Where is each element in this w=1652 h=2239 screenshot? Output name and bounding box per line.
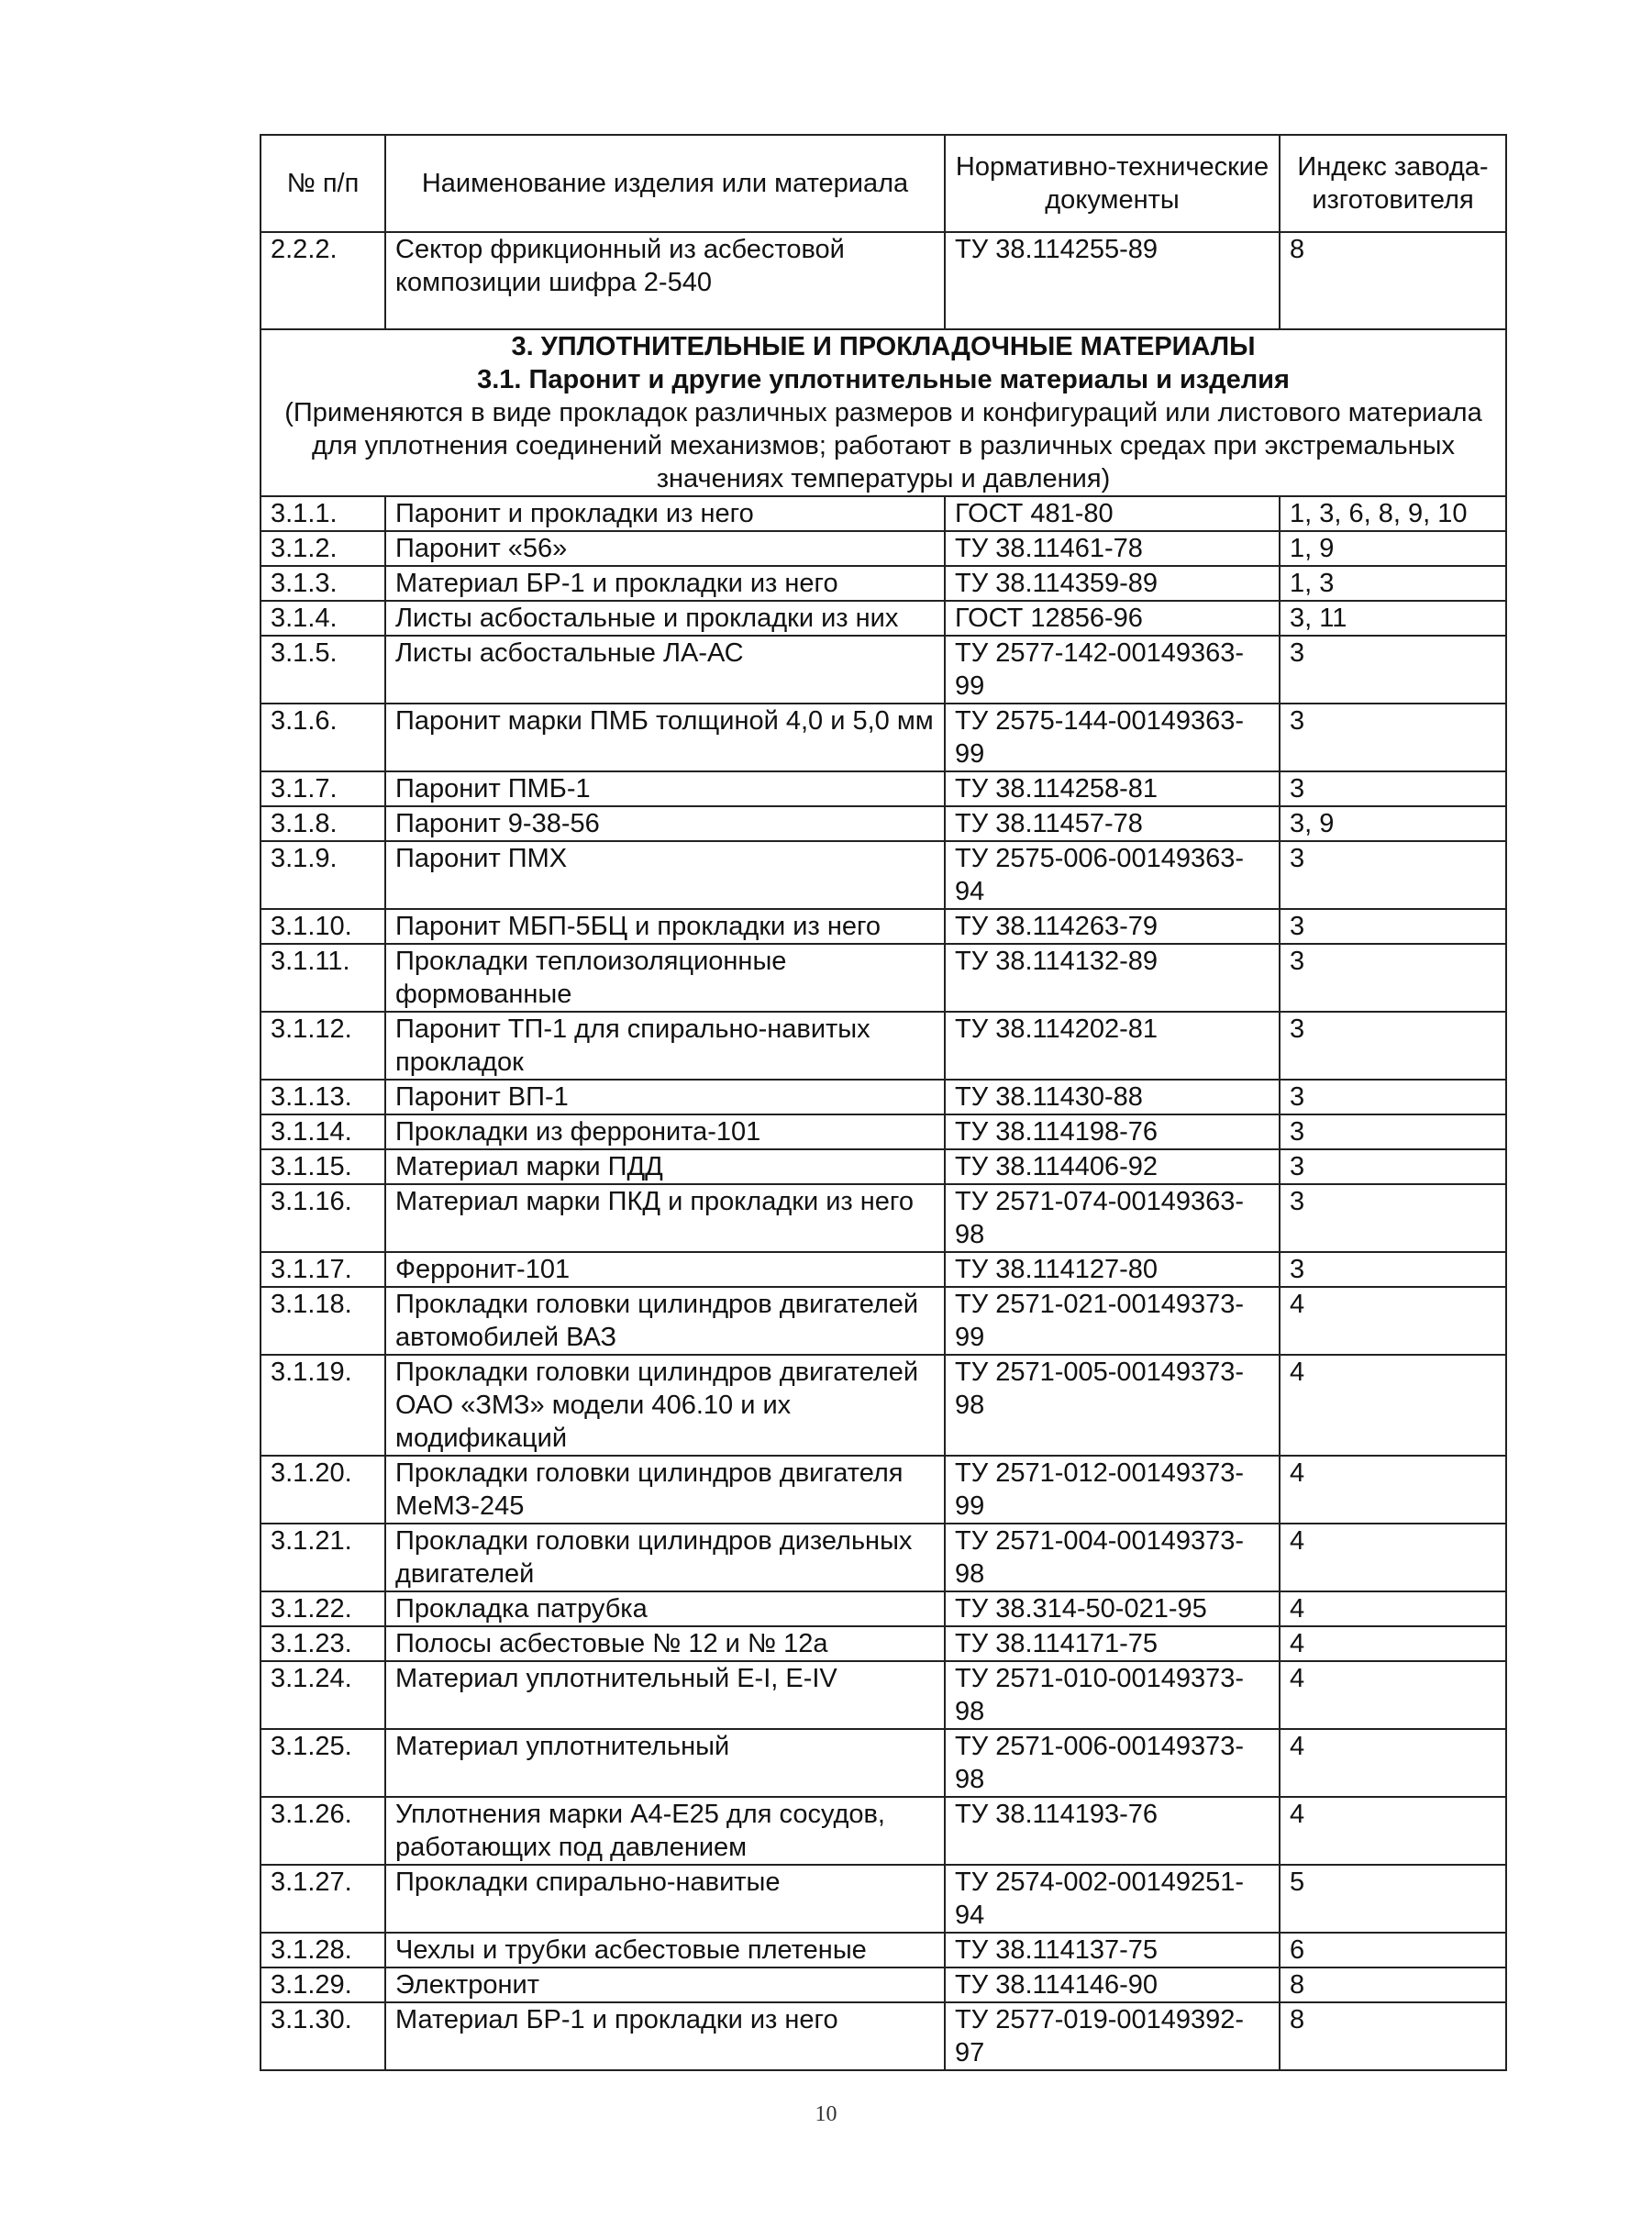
cell-num: 3.1.10.	[261, 909, 385, 944]
cell-name: Сектор фрикционный из асбестовой композиции шифра 2-540	[385, 232, 945, 329]
cell-num: 3.1.22.	[261, 1591, 385, 1626]
page-number: 10	[815, 2102, 837, 2126]
cell-num: 2.2.2.	[261, 232, 385, 329]
cell-index: 3	[1280, 636, 1506, 704]
cell-index: 4	[1280, 1729, 1506, 1797]
header-num: № п/п	[261, 135, 385, 232]
cell-num: 3.1.4.	[261, 601, 385, 636]
cell-doc: ТУ 38.114132-89	[945, 944, 1280, 1012]
cell-index: 3	[1280, 1012, 1506, 1080]
header-doc: Нормативно-технические документы	[945, 135, 1280, 232]
cell-name: Прокладки головки цилиндров дизельных двигателей	[385, 1524, 945, 1591]
header-name: Наименование изделия или материала	[385, 135, 945, 232]
cell-name: Прокладки теплоизоляционные формованные	[385, 944, 945, 1012]
cell-num: 3.1.2.	[261, 531, 385, 566]
cell-num: 3.1.19.	[261, 1355, 385, 1456]
table-row	[261, 2002, 1506, 2070]
cell-name: Паронит «56»	[385, 531, 945, 566]
cell-doc: ТУ 38.114406-92	[945, 1149, 1280, 1184]
cell-name: Паронит МБП-5БЦ и прокладки из него	[385, 909, 945, 944]
table-row	[261, 531, 1506, 566]
cell-num: 3.1.17.	[261, 1252, 385, 1287]
cell-doc: ТУ 2575-144-00149363-99	[945, 704, 1280, 771]
cell-doc: ТУ 38.114146-90	[945, 1967, 1280, 2002]
cell-doc: ТУ 38.314-50-021-95	[945, 1591, 1280, 1626]
cell-index: 1, 3	[1280, 566, 1506, 601]
cell-name: Материал БР-1 и прокладки из него	[385, 2002, 945, 2070]
cell-doc: ТУ 38.114359-89	[945, 566, 1280, 601]
table-row	[261, 1626, 1506, 1661]
cell-index: 4	[1280, 1456, 1506, 1524]
cell-index: 4	[1280, 1626, 1506, 1661]
cell-doc: ТУ 38.114137-75	[945, 1933, 1280, 1967]
header-index: Индекс завода-изготовителя	[1280, 135, 1506, 232]
cell-name: Паронит ПМБ-1	[385, 771, 945, 806]
cell-index: 1, 9	[1280, 531, 1506, 566]
cell-num: 3.1.5.	[261, 636, 385, 704]
section-note: (Применяются в виде прокладок различных размеров и конфигураций или листового материала для уплотнения соединений механизмов; работают в различных средах при экстремальных значениях температуры и давления)	[284, 398, 1482, 493]
cell-doc: ТУ 38.11461-78	[945, 531, 1280, 566]
table-row	[261, 1591, 1506, 1626]
cell-num: 3.1.27.	[261, 1865, 385, 1933]
cell-num: 3.1.13.	[261, 1080, 385, 1114]
cell-name: Паронит ПМХ	[385, 841, 945, 909]
cell-name: Прокладки головки цилиндров двигателя МеМЗ-245	[385, 1456, 945, 1524]
cell-index: 3	[1280, 909, 1506, 944]
cell-doc: ТУ 2571-074-00149363-98	[945, 1184, 1280, 1252]
table-row	[261, 841, 1506, 909]
cell-index: 5	[1280, 1865, 1506, 1933]
cell-name: Материал уплотнительный	[385, 1729, 945, 1797]
cell-doc: ТУ 38.114263-79	[945, 909, 1280, 944]
section-subtitle: 3.1. Паронит и другие уплотнительные материалы и изделия	[477, 365, 1290, 394]
table-row	[261, 806, 1506, 841]
cell-index: 4	[1280, 1591, 1506, 1626]
cell-name: Материал марки ПДД	[385, 1149, 945, 1184]
table-row	[261, 1184, 1506, 1252]
cell-doc: ТУ 38.11430-88	[945, 1080, 1280, 1114]
cell-name: Прокладки головки цилиндров двигателей автомобилей ВАЗ	[385, 1287, 945, 1355]
cell-name: Прокладка патрубка	[385, 1591, 945, 1626]
cell-index: 3	[1280, 771, 1506, 806]
cell-index: 4	[1280, 1287, 1506, 1355]
cell-index: 3	[1280, 1114, 1506, 1149]
table-row	[261, 1114, 1506, 1149]
cell-name: Материал марки ПКД и прокладки из него	[385, 1184, 945, 1252]
table-row	[261, 1865, 1506, 1933]
cell-num: 3.1.30.	[261, 2002, 385, 2070]
cell-index: 6	[1280, 1933, 1506, 1967]
table-row	[261, 1797, 1506, 1865]
cell-name: Электронит	[385, 1967, 945, 2002]
cell-doc: ТУ 38.114198-76	[945, 1114, 1280, 1149]
cell-name: Ферронит-101	[385, 1252, 945, 1287]
cell-index: 4	[1280, 1524, 1506, 1591]
cell-name: Прокладки спирально-навитые	[385, 1865, 945, 1933]
cell-name: Материал БР-1 и прокладки из него	[385, 566, 945, 601]
table-row	[261, 232, 1506, 329]
table-row	[261, 1149, 1506, 1184]
cell-index: 3	[1280, 1149, 1506, 1184]
cell-num: 3.1.8.	[261, 806, 385, 841]
table-row	[261, 1524, 1506, 1591]
table-row	[261, 1661, 1506, 1729]
section-cell	[261, 329, 1506, 496]
cell-index: 4	[1280, 1797, 1506, 1865]
cell-name: Прокладки из ферронита-101	[385, 1114, 945, 1149]
cell-index: 3, 11	[1280, 601, 1506, 636]
table-row	[261, 909, 1506, 944]
table-row	[261, 1252, 1506, 1287]
materials-table	[260, 134, 1507, 2071]
cell-num: 3.1.25.	[261, 1729, 385, 1797]
cell-doc: ТУ 2577-019-00149392-97	[945, 2002, 1280, 2070]
table-row	[261, 1012, 1506, 1080]
cell-num: 3.1.28.	[261, 1933, 385, 1967]
cell-doc: ТУ 2575-006-00149363-94	[945, 841, 1280, 909]
table-row	[261, 1933, 1506, 1967]
cell-doc: ТУ 38.114193-76	[945, 1797, 1280, 1865]
table-row	[261, 1080, 1506, 1114]
cell-doc: ГОСТ 12856-96	[945, 601, 1280, 636]
cell-doc: ТУ 38.114171-75	[945, 1626, 1280, 1661]
cell-index: 1, 3, 6, 8, 9, 10	[1280, 496, 1506, 531]
cell-name: Паронит ТП-1 для спирально-навитых прокладок	[385, 1012, 945, 1080]
cell-index: 3	[1280, 1184, 1506, 1252]
table-row	[261, 704, 1506, 771]
cell-name: Паронит 9-38-56	[385, 806, 945, 841]
cell-doc: ТУ 2571-021-00149373-99	[945, 1287, 1280, 1355]
section-title: 3. УПЛОТНИТЕЛЬНЫЕ И ПРОКЛАДОЧНЫЕ МАТЕРИАЛЫ	[511, 332, 1256, 361]
cell-doc: ТУ 2571-012-00149373-99	[945, 1456, 1280, 1524]
cell-index: 8	[1280, 2002, 1506, 2070]
cell-num: 3.1.21.	[261, 1524, 385, 1591]
table-row	[261, 771, 1506, 806]
cell-num: 3.1.6.	[261, 704, 385, 771]
table-header	[261, 135, 1506, 232]
cell-name: Материал уплотнительный Е-I, E-IV	[385, 1661, 945, 1729]
table-row	[261, 566, 1506, 601]
cell-index: 3, 9	[1280, 806, 1506, 841]
cell-index: 3	[1280, 944, 1506, 1012]
cell-num: 3.1.11.	[261, 944, 385, 1012]
cell-name: Паронит марки ПМБ толщиной 4,0 и 5,0 мм	[385, 704, 945, 771]
cell-doc: ТУ 2571-006-00149373-98	[945, 1729, 1280, 1797]
cell-index: 4	[1280, 1661, 1506, 1729]
cell-index: 3	[1280, 1252, 1506, 1287]
cell-doc: ТУ 38.11457-78	[945, 806, 1280, 841]
cell-num: 3.1.20.	[261, 1456, 385, 1524]
cell-num: 3.1.24.	[261, 1661, 385, 1729]
cell-num: 3.1.29.	[261, 1967, 385, 2002]
cell-doc: ТУ 2574-002-00149251-94	[945, 1865, 1280, 1933]
table-row	[261, 944, 1506, 1012]
cell-doc: ТУ 38.114258-81	[945, 771, 1280, 806]
cell-doc: ТУ 2577-142-00149363-99	[945, 636, 1280, 704]
cell-name: Листы асбостальные ЛА-АС	[385, 636, 945, 704]
cell-name: Прокладки головки цилиндров двигателей ОАО «ЗМЗ» модели 406.10 и их модификаций	[385, 1355, 945, 1456]
cell-doc: ТУ 2571-005-00149373-98	[945, 1355, 1280, 1456]
cell-name: Уплотнения марки А4-Е25 для сосудов, работающих под давлением	[385, 1797, 945, 1865]
cell-name: Паронит и прокладки из него	[385, 496, 945, 531]
cell-index: 3	[1280, 1080, 1506, 1114]
table-row	[261, 1967, 1506, 2002]
cell-num: 3.1.9.	[261, 841, 385, 909]
cell-num: 3.1.1.	[261, 496, 385, 531]
cell-num: 3.1.15.	[261, 1149, 385, 1184]
cell-doc: ТУ 2571-004-00149373-98	[945, 1524, 1280, 1591]
cell-name: Полосы асбестовые № 12 и № 12а	[385, 1626, 945, 1661]
cell-num: 3.1.7.	[261, 771, 385, 806]
cell-num: 3.1.14.	[261, 1114, 385, 1149]
cell-name: Листы асбостальные и прокладки из них	[385, 601, 945, 636]
cell-index: 8	[1280, 232, 1506, 329]
table-row	[261, 601, 1506, 636]
cell-num: 3.1.3.	[261, 566, 385, 601]
cell-num: 3.1.23.	[261, 1626, 385, 1661]
table-row	[261, 1287, 1506, 1355]
table-row	[261, 1456, 1506, 1524]
table-row	[261, 496, 1506, 531]
cell-num: 3.1.26.	[261, 1797, 385, 1865]
cell-doc: ТУ 2571-010-00149373-98	[945, 1661, 1280, 1729]
section-row	[261, 329, 1506, 496]
cell-num: 3.1.16.	[261, 1184, 385, 1252]
cell-index: 8	[1280, 1967, 1506, 2002]
cell-doc: ТУ 38.114127-80	[945, 1252, 1280, 1287]
cell-index: 3	[1280, 841, 1506, 909]
cell-doc: ГОСТ 481-80	[945, 496, 1280, 531]
cell-num: 3.1.18.	[261, 1287, 385, 1355]
cell-index: 3	[1280, 704, 1506, 771]
cell-doc: ТУ 38.114202-81	[945, 1012, 1280, 1080]
cell-num: 3.1.12.	[261, 1012, 385, 1080]
cell-doc: ТУ 38.114255-89	[945, 232, 1280, 329]
table-row	[261, 1355, 1506, 1456]
cell-name: Паронит ВП-1	[385, 1080, 945, 1114]
table-row	[261, 636, 1506, 704]
cell-name: Чехлы и трубки асбестовые плетеные	[385, 1933, 945, 1967]
table-row	[261, 1729, 1506, 1797]
cell-index: 4	[1280, 1355, 1506, 1456]
